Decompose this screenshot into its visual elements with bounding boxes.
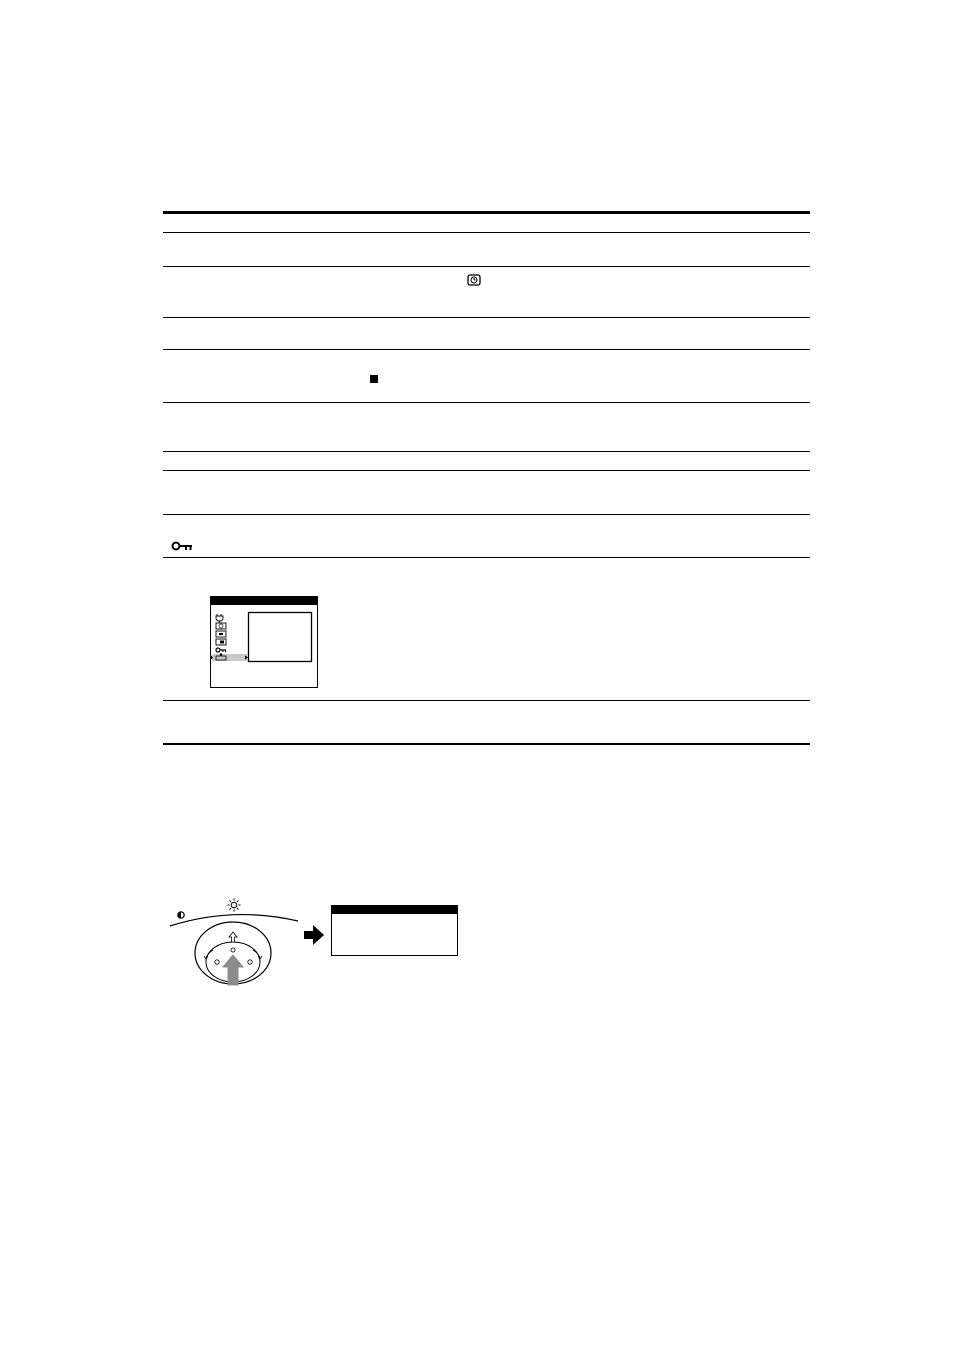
table-row-divider [163,317,810,318]
key-icon [171,541,193,551]
control-diagram [168,898,303,988]
square-bullet-icon [370,375,378,383]
clock-icon [467,274,481,286]
table-row-divider [163,402,810,403]
table-row-divider [163,470,810,471]
contrast-icon [178,912,184,918]
osd-title-bar [332,906,457,914]
table-top-rule [163,211,810,214]
osd-screen-illustration [331,905,458,956]
table-row-divider [163,514,810,515]
table-row-divider [163,266,810,267]
table-row-divider [163,700,810,701]
table-row-divider [163,349,810,350]
menu-screen-illustration [210,596,319,689]
table-bottom-rule [163,743,810,745]
table-row-divider [163,451,810,452]
result-arrow-icon [304,925,324,945]
table-row-divider [163,232,810,233]
table-row-divider [163,557,810,558]
brightness-icon [228,899,241,912]
